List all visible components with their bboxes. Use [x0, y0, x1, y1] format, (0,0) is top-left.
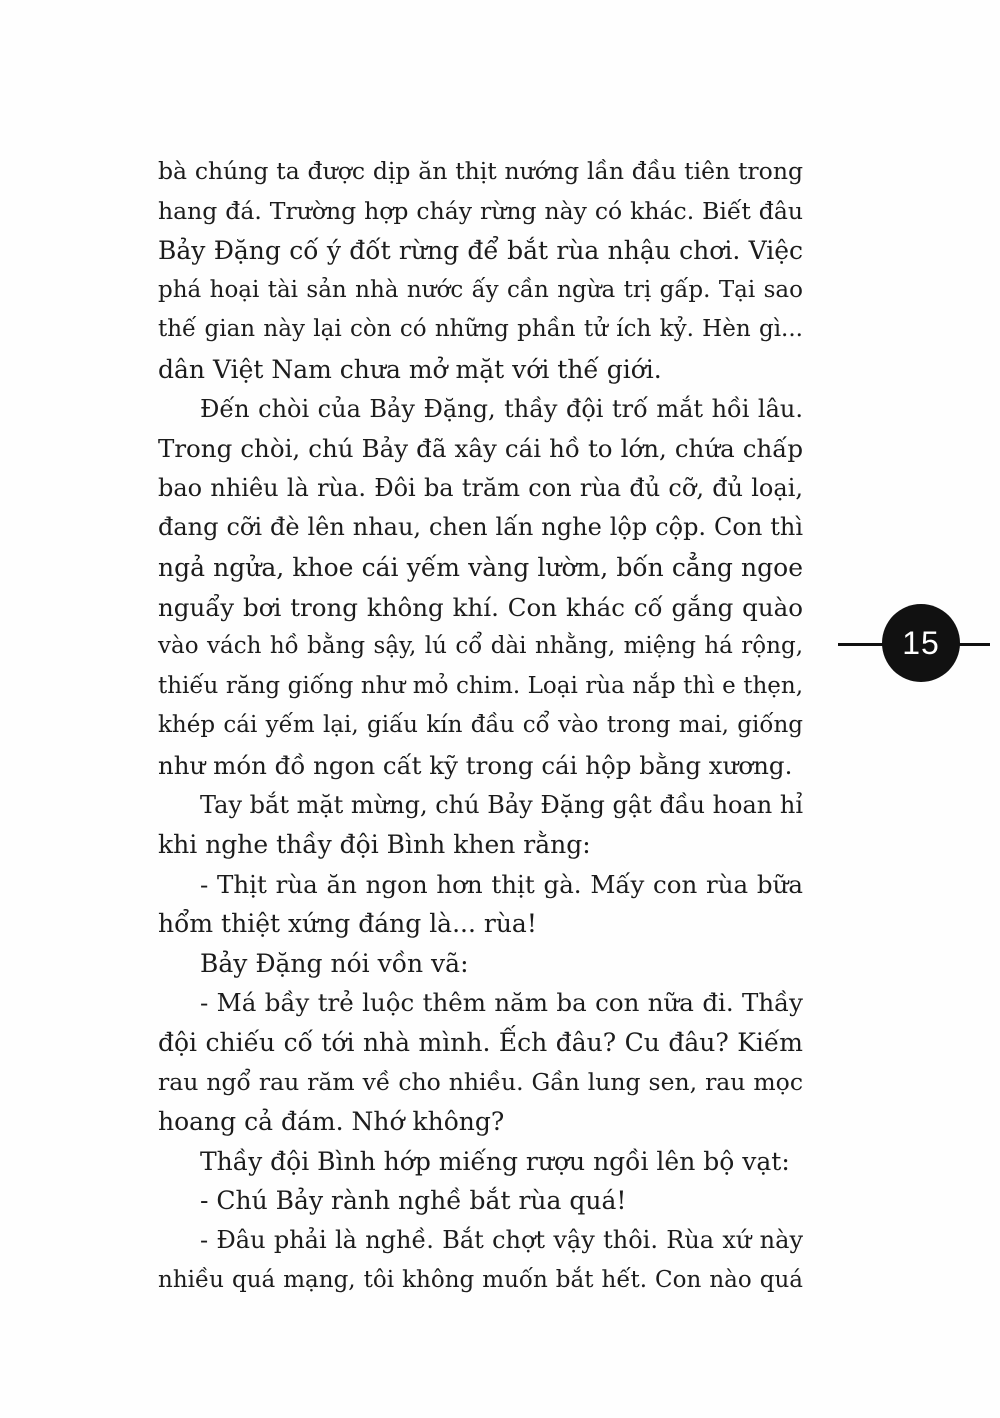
- text-line: bà chúng ta được dịp ăn thịt nướng lần đầu tiên trong: [158, 157, 803, 185]
- text-line: - Thịt rùa ăn ngon hơn thịt gà. Mấy con rùa bữa: [200, 869, 803, 899]
- text-line: Thầy đội Bình hớp miếng rượu ngồi lên bộ vạt:: [200, 1146, 790, 1176]
- body-text: [158, 152, 803, 1300]
- text-line: nhiều quá mạng, tôi không muốn bắt hết. Con nào quá: [158, 1266, 803, 1293]
- text-line: rau ngổ rau răm về cho nhiều. Gần lung sen, rau mọc: [158, 1067, 803, 1096]
- text-line: phá hoại tài sản nhà nước ấy cần ngừa trị gấp. Tại sao: [158, 276, 803, 303]
- text-line: Tay bắt mặt mừng, chú Bảy Đặng gật đầu hoan hỉ: [200, 790, 803, 819]
- text-line: Bảy Đặng nói vồn vã:: [200, 948, 469, 978]
- text-line: - Chú Bảy rành nghề bắt rùa quá!: [200, 1186, 627, 1216]
- text-line: hoang cả đám. Nhớ không?: [158, 1107, 505, 1137]
- text-line: - Đâu phải là nghề. Bắt chợt vậy thôi. Rùa xứ này: [200, 1226, 803, 1255]
- text-line: vào vách hồ bằng sậy, lú cổ dài nhằng, miệng há rộng,: [158, 633, 803, 660]
- text-line: khi nghe thầy đội Bình khen rằng:: [158, 830, 591, 860]
- text-line: hổm thiệt xứng đáng là... rùa!: [158, 909, 537, 939]
- text-line: Trong chòi, chú Bảy đã xây cái hồ to lớn, chứa chấp: [158, 434, 803, 464]
- text-line: Bảy Đặng cố ý đốt rừng để bắt rùa nhậu chơi. Việc: [158, 236, 803, 266]
- page-number-marker: [838, 604, 990, 684]
- text-line: Đến chòi của Bảy Đặng, thầy đội trố mắt hồi lâu.: [200, 394, 803, 423]
- text-line: khép cái yếm lại, giấu kín đầu cổ vào trong mai, giống: [158, 712, 803, 739]
- text-line: bao nhiêu là rùa. Đôi ba trăm con rùa đủ cỡ, đủ loại,: [158, 473, 803, 502]
- text-line: như món đồ ngon cất kỹ trong cái hộp bằng xương.: [158, 750, 793, 780]
- text-line: dân Việt Nam chưa mở mặt với thế giới.: [158, 354, 662, 384]
- text-line: hang đá. Trường hợp cháy rừng này có khác. Biết đâu: [158, 196, 803, 225]
- text-line: thiếu răng giống như mỏ chim. Loại rùa nắp thì e thẹn,: [158, 672, 803, 699]
- text-line: đang cỡi đè lên nhau, chen lấn nghe lộp cộp. Con thì: [158, 513, 803, 542]
- page-number: 15: [882, 604, 960, 682]
- text-line: đội chiếu cố tới nhà mình. Ếch đâu? Cu đâu? Kiếm: [158, 1028, 803, 1058]
- text-line: ngả ngửa, khoe cái yếm vàng lườm, bốn cẳng ngoe: [158, 552, 803, 582]
- text-line: - Má bầy trẻ luộc thêm năm ba con nữa đi. Thầy: [200, 988, 803, 1018]
- text-line: nguẩy bơi trong không khí. Con khác cố gắng quào: [158, 592, 803, 622]
- text-line: thế gian này lại còn có những phần tử ích kỷ. Hèn gì...: [158, 316, 803, 343]
